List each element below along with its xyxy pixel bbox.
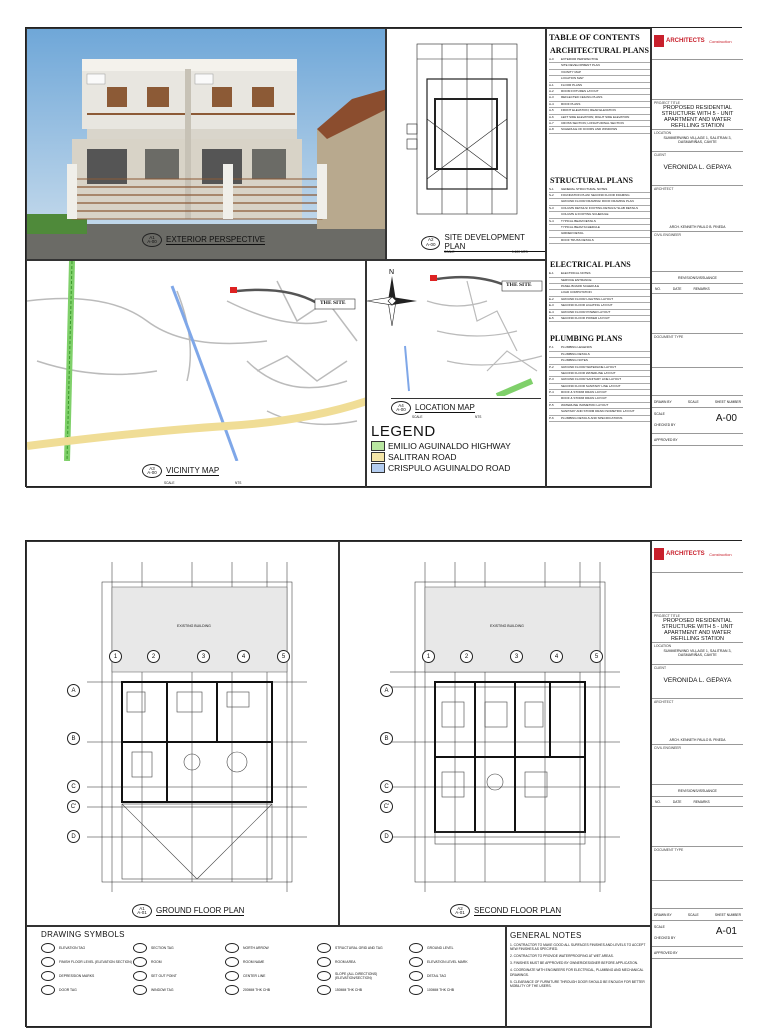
- title-block-row: CIVIL ENGINEER: [652, 745, 743, 785]
- symbol-glyph-icon: [225, 971, 239, 981]
- drawing-symbol-item: DOOR TAG: [41, 983, 133, 997]
- exterior-perspective-panel: [26, 28, 386, 260]
- site-plan-scale: SCALE: [444, 250, 455, 254]
- location-tag: A4 A-00: [391, 401, 411, 415]
- general-note: 2. CONTRACTOR TO PROVIDE WATERPROOFING AT WET AREAS.: [510, 954, 614, 959]
- title-block-row: [652, 272, 743, 284]
- general-notes-panel: [506, 926, 651, 1028]
- symbol-glyph-icon: [133, 943, 147, 953]
- toc-item-text: SECOND FLOOR LIGHTING LAYOUT: [561, 303, 613, 308]
- toc-item-code: P-6: [549, 415, 554, 420]
- grid-column-tag: 2: [147, 650, 160, 663]
- grid-row-tag: A: [67, 684, 80, 697]
- drawing-symbol-item: CENTER LINE: [225, 969, 317, 983]
- toc-item-text: GROUND FLOOR WATERLINE LAYOUT: [561, 364, 617, 369]
- toc-item-code: [549, 409, 561, 414]
- second-floor-plan-panel: [339, 541, 651, 926]
- drawing-symbol-item: FINISH FLOOR LEVEL (ELEVATION SECTION): [41, 955, 133, 969]
- toc-item-code: [549, 384, 561, 389]
- grid-row-tag: C': [67, 800, 80, 813]
- title-block-row: [652, 881, 743, 909]
- grid-column-tag: 4: [550, 650, 563, 663]
- legend-swatch: [371, 463, 385, 473]
- project-title: PROPOSED RESIDENTIAL STRUCTURE WITH 5 - UNIT APARTMENT AND WATER REFILLING STATION: [661, 105, 734, 129]
- symbol-glyph-icon: [133, 971, 147, 981]
- toc-item-code: [549, 76, 561, 81]
- location-map-panel: [366, 260, 546, 488]
- toc-item-text: SCHEDULE OF DOORS AND WINDOWS: [561, 127, 618, 132]
- symbol-glyph-icon: [41, 957, 55, 967]
- architect-name: ARCH. KENNETH PAULO B. PINEDA: [669, 225, 726, 229]
- symbol-glyph-icon: [225, 985, 239, 995]
- toc-item-code: P-4: [549, 390, 554, 395]
- legend-item: [371, 452, 511, 462]
- vicinity-map-drawing: [27, 261, 366, 461]
- project-location: SUMMERWIND VILLAGE 1, SALITRAN 3, DASMARIÑAS, CAVITE: [663, 649, 732, 657]
- toc-item-text: CROSS SECTION; LONGITUDINAL SECTION: [561, 120, 624, 125]
- title-block-row: ARCHITECT ARCH. KENNETH PAULO B. PINEDA: [652, 699, 743, 745]
- legend-label: CRISPULO AGUINALDO ROAD: [388, 463, 511, 473]
- firm-logo: ARCHITECTS Construction: [652, 28, 743, 54]
- drawing-symbols-title: DRAWING SYMBOLS: [41, 930, 125, 939]
- toc-architectural-heading: ARCHITECTURAL PLANS: [550, 46, 649, 55]
- toc-structural-heading: STRUCTURAL PLANS: [550, 175, 633, 185]
- grid-row-tag: B: [67, 732, 80, 745]
- toc-item-text: GROUND FLOOR LIGHTING LAYOUT: [561, 296, 614, 301]
- toc-item-text: PLUMBING LEGENDS: [561, 345, 592, 350]
- toc-title: TABLE OF CONTENTS: [549, 32, 640, 42]
- drawing-symbol-item: SLOPE (ALL DIRECTIONS) (ELEVATION/SECTION): [317, 969, 409, 983]
- site-plan-drawing: [387, 29, 546, 229]
- toc-item-text: COLUMN & FOOTING SCHEDULE: [561, 212, 609, 217]
- sheet-number: A-01: [715, 926, 737, 937]
- toc-item-text: COLUMN DETAILS/ FOOTING DETAILS/ SLAB DETAILS: [561, 205, 639, 210]
- toc-plumbing-list: [549, 345, 650, 422]
- title-block-row: CIVIL ENGINEER: [652, 232, 743, 272]
- grid-row-tag: C': [380, 800, 393, 813]
- toc-item-code: [549, 358, 561, 363]
- sheet-a00: [25, 27, 742, 487]
- second-floor-caption: A2 A-01 SECOND FLOOR PLAN: [450, 904, 561, 918]
- site-plan-tag: A2 A-00: [421, 236, 440, 250]
- location-nts: NTS: [475, 415, 482, 419]
- legend-swatch: [371, 452, 385, 462]
- title-block-row: [652, 785, 743, 797]
- toc-item-code: [549, 371, 561, 376]
- toc-item: [549, 416, 650, 422]
- legend-title: LEGEND: [371, 423, 436, 440]
- toc-item-text: FOUNDATION PLAN/ SECOND FLOOR FRAMING: [561, 193, 630, 198]
- drawing-symbol-item: ELEVATION LEVEL MARK: [409, 955, 501, 969]
- toc-item-code: P-1: [549, 345, 554, 350]
- title-block-a01: [651, 541, 743, 1028]
- drawing-symbol-item: GROUND LEVEL: [409, 941, 501, 955]
- drawing-symbols-panel: [26, 926, 506, 1028]
- ground-floor-plan-panel: [26, 541, 339, 926]
- symbol-glyph-icon: [41, 985, 55, 995]
- toc-item-text: SITE DEVELOPMENT PLAN: [561, 63, 600, 68]
- title-block-row: SCALE CHECKED BY A-00: [652, 408, 743, 434]
- title-block-row: [652, 60, 743, 100]
- toc-item-code: A-7: [549, 120, 554, 125]
- toc-item-text: LOCATION MAP: [561, 76, 584, 81]
- toc-item-text: WATERLINE ISOMETRIC LAYOUT: [561, 402, 609, 407]
- toc-item-text: ROOM FIXTURES LAYOUT: [561, 88, 599, 93]
- vicinity-the-site-label: THE SITE: [320, 300, 346, 306]
- general-note: 3. FINISHES MUST BE APPROVED BY OWNER/DESIGNER BEFORE APPLICATION.: [510, 961, 639, 966]
- symbol-glyph-icon: [409, 971, 423, 981]
- symbol-glyph-icon: [133, 957, 147, 967]
- toc-item-text: PLUMBING DETAILS AND SPECIFICATIONS: [561, 415, 623, 420]
- toc-item-text: TYPICAL BEAM SCHEDULE: [561, 225, 600, 230]
- toc-structural-list: [549, 187, 650, 245]
- toc-item-code: [549, 63, 561, 68]
- toc-item-text: ROOF & STORM DRAIN LAYOUT: [561, 396, 607, 401]
- toc-item-code: S-3: [549, 205, 554, 210]
- toc-item-code: A-3: [549, 95, 554, 100]
- toc-item-text: TYPICAL BEAM DETAILS: [561, 218, 596, 223]
- toc-item-text: PLUMBING DETAILS: [561, 351, 590, 356]
- drawing-symbol-item: STRUCTURAL GRID AND TAG: [317, 941, 409, 955]
- toc-item-code: A-1: [549, 82, 554, 87]
- toc-item-text: SERVICE ENTRANCE: [561, 277, 592, 282]
- drawing-symbol-item: NORTH ARROW: [225, 941, 317, 955]
- toc-item-code: [549, 199, 561, 204]
- symbol-glyph-icon: [225, 957, 239, 967]
- toc-item-text: LEFT SIDE ELEVATION; RIGHT SIDE ELEVATION: [561, 114, 630, 119]
- location-the-site-label: THE SITE: [506, 282, 532, 288]
- title-block-row: CLIENT VERONIDA L. GEPAYA: [652, 665, 743, 699]
- site-plan-scale-value: 1:100 MTS: [512, 250, 528, 254]
- location-caption: A4 A-00 LOCATION MAP: [391, 398, 541, 415]
- grid-column-tag: 5: [590, 650, 603, 663]
- project-title: PROPOSED RESIDENTIAL STRUCTURE WITH 5 - UNIT APARTMENT AND WATER REFILLING STATION: [661, 618, 734, 642]
- exterior-perspective-render: [27, 29, 386, 260]
- toc-item-code: P-3: [549, 377, 554, 382]
- title-block-row: [652, 368, 743, 396]
- toc-item-code: A-2: [549, 88, 554, 93]
- toc-item-text: LOAD COMPUTATION: [561, 290, 592, 295]
- drawing-symbol-item: 100MM THK CHB: [409, 983, 501, 997]
- grid-row-tag: D: [67, 830, 80, 843]
- grid-column-tag: 3: [197, 650, 210, 663]
- toc-item-code: E-1: [549, 271, 554, 276]
- ground-floor-tag: A1 A-01: [132, 904, 152, 918]
- title-block-row: PROJECT TITLE PROPOSED RESIDENTIAL STRUCTURE WITH 5 - UNIT APARTMENT AND WATER REFILLING STATION: [652, 613, 743, 643]
- toc-item-code: E-5: [549, 315, 554, 320]
- title-block-row: [652, 28, 743, 60]
- symbol-glyph-icon: [317, 943, 331, 953]
- legend-item: [371, 441, 511, 451]
- svg-text:N: N: [389, 269, 395, 276]
- drawing-symbol-item: 150MM THK CHB: [317, 983, 409, 997]
- symbol-glyph-icon: [317, 971, 331, 981]
- drawing-symbol-item: ROOM NAME: [225, 955, 317, 969]
- toc-item-code: [549, 70, 561, 75]
- legend-label: SALITRAN ROAD: [388, 452, 457, 462]
- grid-column-tag: 5: [277, 650, 290, 663]
- grid-row-tag: A: [380, 684, 393, 697]
- title-block-row: [652, 541, 743, 573]
- second-existing-building-label: EXISTING BUILDING: [490, 624, 524, 628]
- sheet-a01: [25, 540, 742, 1027]
- drawing-symbol-item: 200MM THK CHB: [225, 983, 317, 997]
- legend-label: EMILIO AGUINALDO HIGHWAY: [388, 441, 511, 451]
- title-block-row: APPROVED BY: [652, 947, 743, 959]
- toc-item-text: SECOND FLOOR POWER LAYOUT: [561, 315, 610, 320]
- toc-item-text: PLUMBING NOTES: [561, 358, 588, 363]
- toc-item-code: P-5: [549, 402, 554, 407]
- toc-item-code: [549, 290, 561, 295]
- north-arrow-icon: [367, 269, 417, 326]
- title-block-row: APPROVED BY: [652, 434, 743, 446]
- general-note: 5. CLEARANCE OF FURNITURE THROUGH DOOR SHOULD BE ENOUGH FOR BETTER MOBILITY OF THE USERS.: [510, 979, 645, 988]
- toc-item-code: S-4: [549, 218, 554, 223]
- toc-plumbing-heading: PLUMBING PLANS: [550, 334, 623, 344]
- ground-existing-building-label: EXISTING BUILDING: [177, 624, 211, 628]
- perspective-tag: A1 A-00: [142, 233, 162, 247]
- toc-item-code: A-0: [549, 57, 554, 61]
- toc-item-code: A-5: [549, 108, 554, 113]
- symbol-glyph-icon: [41, 971, 55, 981]
- toc-item-code: [549, 278, 561, 283]
- grid-column-tag: 1: [109, 650, 122, 663]
- client-name: VERONIDA L. GEPAYA: [663, 677, 732, 684]
- drawing-symbol-item: ELEVATION TAG: [41, 941, 133, 955]
- grid-column-tag: 3: [510, 650, 523, 663]
- toc-item-code: [549, 396, 561, 401]
- toc-item-code: E-4: [549, 309, 554, 314]
- toc-item-code: [549, 212, 561, 217]
- drawing-symbol-item: SET OUT POINT: [133, 969, 225, 983]
- title-block-row: DOCUMENT TYPE: [652, 334, 743, 368]
- toc-item-code: [549, 225, 561, 230]
- toc-item-text: FRONT ELEVATION; REAR ELEVATION: [561, 108, 616, 113]
- toc-item-text: REFLECTED CEILING PLANS: [561, 95, 603, 100]
- project-location: SUMMERWIND VILLAGE 1, SALITRAN 3, DASMARIÑAS, CAVITE: [663, 136, 732, 144]
- toc-item-text: ROOF TRUSS DETAILS: [561, 237, 594, 242]
- title-block-row: PROJECT TITLE PROPOSED RESIDENTIAL STRUCTURE WITH 5 - UNIT APARTMENT AND WATER REFILLING STATION: [652, 100, 743, 130]
- toc-item-text: SANITARY AND STORM DRAIN ISOMETRIC LAYOUT: [561, 409, 635, 414]
- toc-item-text: EXTERIOR PERSPECTIVE: [561, 57, 599, 61]
- legend-item: [371, 463, 511, 473]
- drawing-symbol-item: ROOM: [133, 955, 225, 969]
- firm-logo-icon: [654, 548, 664, 560]
- symbol-glyph-icon: [317, 957, 331, 967]
- symbol-glyph-icon: [409, 985, 423, 995]
- title-block-row: LOCATION SUMMERWIND VILLAGE 1, SALITRAN 3, DASMARIÑAS, CAVITE: [652, 130, 743, 152]
- symbol-glyph-icon: [225, 943, 239, 953]
- vicinity-scale: SCALE: [164, 481, 175, 485]
- table-of-contents: [546, 28, 651, 488]
- symbol-glyph-icon: [409, 943, 423, 953]
- drawing-symbol-item: SECTION TAG: [133, 941, 225, 955]
- grid-column-tag: 1: [422, 650, 435, 663]
- site-development-plan-panel: [386, 28, 546, 260]
- title-block-row: [652, 294, 743, 334]
- revisions-label: REVISIONS/ISSUANCE: [678, 789, 717, 793]
- sheet-number: A-00: [715, 413, 737, 424]
- firm-logo: ARCHITECTS Construction: [652, 541, 743, 567]
- toc-item-text: ROOF & STORM DRAIN LAYOUT: [561, 390, 607, 395]
- title-block-row: DRAWN BY SCALE SHEET NUMBER: [652, 909, 743, 921]
- toc-item-text: SECOND FLOOR WATERLINE LAYOUT: [561, 370, 616, 375]
- legend: [371, 423, 511, 474]
- title-block-row: NO. DATE REMARKS: [652, 284, 743, 294]
- toc-item-code: S-1: [549, 186, 554, 191]
- second-floor-plan-drawing: [340, 542, 651, 902]
- title-block-row: [652, 807, 743, 847]
- revisions-label: REVISIONS/ISSUANCE: [678, 276, 717, 280]
- toc-item-code: S-2: [549, 193, 554, 198]
- toc-item-text: ROOF PLANS: [561, 101, 581, 106]
- title-block-row: ARCHITECT ARCH. KENNETH PAULO B. PINEDA: [652, 186, 743, 232]
- site-plan-caption: A2 A-00 SITE DEVELOPMENT PLAN: [421, 233, 545, 252]
- toc-item-text: GROUND FLOOR SANITARY LINE LAYOUT: [561, 377, 622, 382]
- toc-electrical-list: [549, 271, 650, 322]
- toc-item-code: [549, 231, 561, 236]
- toc-item-code: [549, 238, 561, 243]
- drawing-symbol-item: ROOM AREA: [317, 955, 409, 969]
- toc-item-code: A-4: [549, 101, 554, 106]
- toc-item-text: FLOOR PLANS: [561, 82, 583, 87]
- general-notes-title: GENERAL NOTES: [510, 931, 582, 940]
- grid-row-tag: D: [380, 830, 393, 843]
- symbol-glyph-icon: [317, 985, 331, 995]
- toc-architectural-list: [549, 57, 650, 134]
- toc-electrical-heading: ELECTRICAL PLANS: [550, 260, 631, 270]
- grid-column-tag: 4: [237, 650, 250, 663]
- toc-item-text: GROUND FLOOR FRAMING/ ROOF FRAMING PLAN: [561, 199, 634, 204]
- title-block-row: [652, 573, 743, 613]
- title-block-row: NO. DATE REMARKS: [652, 797, 743, 807]
- toc-item-text: VICINITY MAP: [561, 69, 581, 74]
- second-floor-tag: A2 A-01: [450, 904, 470, 918]
- vicinity-caption: A3 A-00 VICINITY MAP: [142, 464, 219, 478]
- architect-name: ARCH. KENNETH PAULO B. PINEDA: [669, 738, 726, 742]
- title-block-row: DRAWN BY SCALE SHEET NUMBER: [652, 396, 743, 408]
- general-note: 4. COORDINATE WITH ENGINEERS FOR ELECTRICAL, PLUMBING AND MECHANICAL DRAWINGS.: [510, 968, 644, 977]
- toc-item-text: ELECTRICAL NOTES: [561, 271, 591, 276]
- title-block-a00: [651, 28, 743, 488]
- symbol-glyph-icon: [409, 957, 423, 967]
- grid-row-tag: C: [380, 780, 393, 793]
- grid-column-tag: 2: [460, 650, 473, 663]
- toc-item-code: [549, 352, 561, 357]
- toc-item-code: [549, 284, 561, 289]
- ground-floor-caption: A1 A-01 GROUND FLOOR PLAN: [132, 904, 244, 918]
- toc-item-code: A-6: [549, 114, 554, 119]
- client-name: VERONIDA L. GEPAYA: [663, 164, 732, 171]
- toc-item-text: SECOND FLOOR SANITARY LINE LAYOUT: [561, 383, 621, 388]
- toc-item-code: A-8: [549, 127, 554, 132]
- toc-item-text: PANEL BOARD SCHEDULE: [561, 283, 600, 288]
- toc-item-code: E-3: [549, 303, 554, 308]
- toc-item-text: GROUND FLOOR POWER LAYOUT: [561, 309, 611, 314]
- vicinity-map-panel: [26, 260, 366, 488]
- symbol-glyph-icon: [41, 943, 55, 953]
- firm-logo-icon: [654, 35, 664, 47]
- symbol-glyph-icon: [133, 985, 147, 995]
- toc-item-code: P-2: [549, 364, 554, 369]
- perspective-caption: A1 A-00 EXTERIOR PERSPECTIVE: [142, 233, 265, 247]
- toc-item-text: GIRDER DETAIL: [561, 231, 584, 236]
- title-block-row: DOCUMENT TYPE: [652, 847, 743, 881]
- drawing-symbol-item: DETAIL TAG: [409, 969, 501, 983]
- location-scale: SCALE: [412, 415, 423, 419]
- general-note: 1. CONTRACTOR TO MAKE GOOD ALL SURFACES FINISHES AND LEVELS TO ACCEPT NEW FINISHES AS SPECIFIED.: [510, 943, 646, 952]
- title-block-row: LOCATION SUMMERWIND VILLAGE 1, SALITRAN 3, DASMARIÑAS, CAVITE: [652, 643, 743, 665]
- toc-item-text: GENERAL STRUCTURAL NOTES: [561, 186, 608, 191]
- title-block-row: CLIENT VERONIDA L. GEPAYA: [652, 152, 743, 186]
- vicinity-tag: A3 A-00: [142, 464, 162, 478]
- grid-row-tag: C: [67, 780, 80, 793]
- title-block-row: SCALE CHECKED BY A-01: [652, 921, 743, 947]
- legend-swatch: [371, 441, 385, 451]
- vicinity-nts: NTS: [235, 481, 242, 485]
- grid-row-tag: B: [380, 732, 393, 745]
- drawing-symbol-item: DEPRESSION MARKS: [41, 969, 133, 983]
- ground-floor-plan-drawing: [27, 542, 339, 902]
- drawing-symbol-item: WINDOW TAG: [133, 983, 225, 997]
- toc-item-code: E-2: [549, 296, 554, 301]
